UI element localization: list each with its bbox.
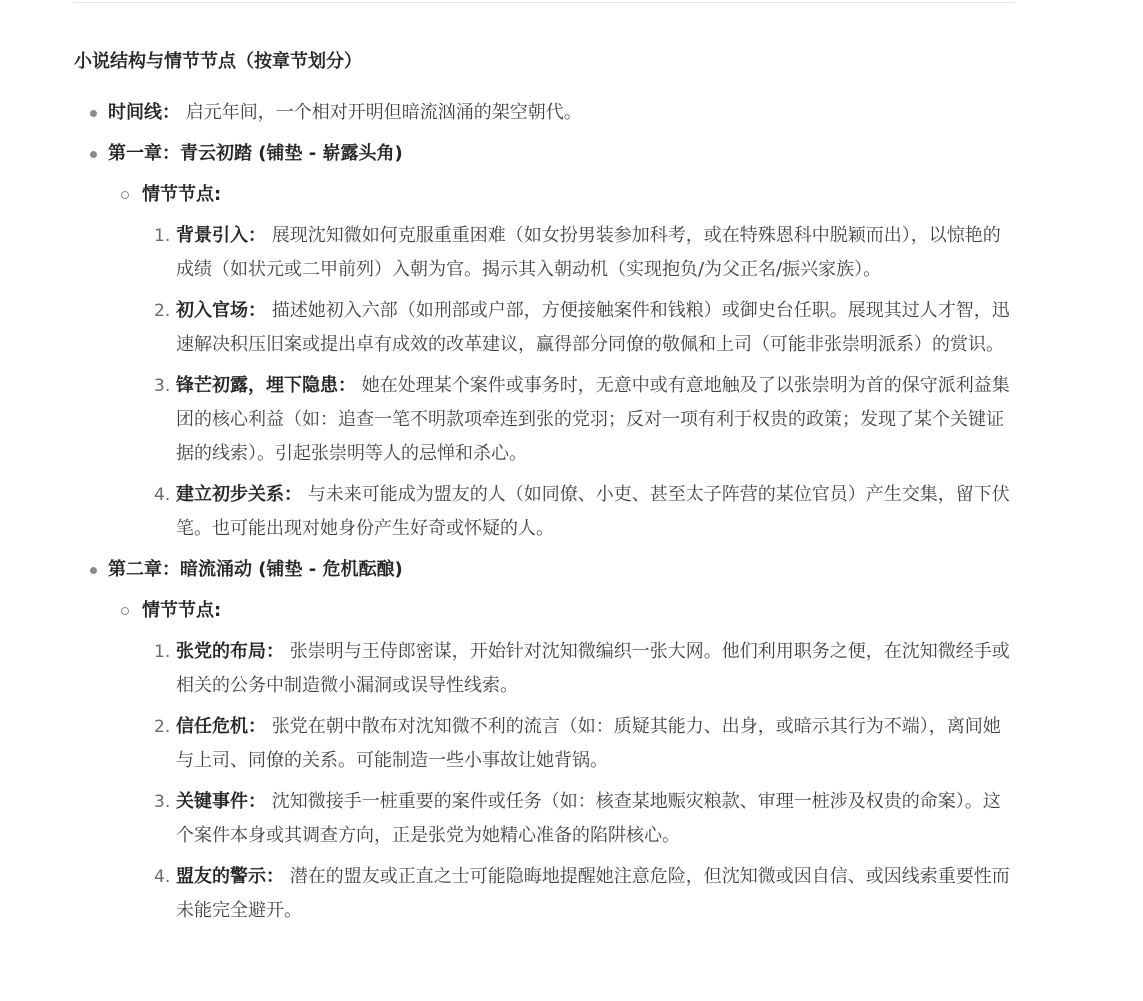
chapter-list [0,96,1143,928]
list-item-plot-nodes [108,594,1143,928]
plot-node-label: 背景引入： [176,225,266,246]
plot-node-item [142,635,1016,703]
item-number: 3. [154,376,171,396]
bullet-disc-icon [90,110,97,117]
plot-node-label: 锋芒初露，埋下隐患： [176,375,356,396]
plot-nodes-heading: 情节节点: [142,600,222,621]
item-number: 1. [154,226,171,246]
plot-node-label: 建立初步关系： [176,484,302,505]
chapter-title: 第一章：青云初踏 (铺垫 - 崭露头角) [108,143,403,164]
list-item-plot-nodes [108,178,1143,546]
plot-node-item [142,478,1016,546]
plot-node-text: 张党在朝中散布对沈知微不利的流言（如：质疑其能力、出身，或暗示其行为不端），离间她与上司、同僚的关系。可能制造一些小事故让她背锅。 [176,716,1001,771]
plot-node-text: 描述她初入六部（如刑部或户部，方便接触案件和钱粮）或御史台任职。展现其过人才智，迅速解决积压旧案或提出卓有成效的改革建议，赢得部分同僚的敬佩和上司（可能非张崇明派系）的赏识。 [176,300,1010,355]
plot-node-label: 初入官场： [176,300,266,321]
plot-node-text: 张崇明与王侍郎密谋，开始针对沈知微编织一张大网。他们利用职务之便，在沈知微经手或相关的公务中制造微小漏洞或误导性线索。 [176,641,1010,696]
plot-node-label: 盟友的警示： [176,866,284,887]
item-number: 2. [154,301,171,321]
plot-nodes-heading: 情节节点: [142,184,222,205]
plot-node-item [142,785,1016,853]
item-number: 2. [154,717,171,737]
chapter-title: 第二章：暗流涌动 (铺垫 - 危机酝酿) [108,559,403,580]
plot-node-label: 信任危机： [176,716,266,737]
plot-node-label: 关键事件： [176,791,266,812]
plot-node-item [142,294,1016,362]
list-item-timeline [0,96,1143,130]
top-divider [74,2,1014,3]
list-item-chapter-1 [0,137,1143,546]
bullet-circle-icon [121,191,129,199]
plot-node-text: 与未来可能成为盟友的人（如同僚、小吏、甚至太子阵营的某位官员）产生交集，留下伏笔。也可能出现对她身份产生好奇或怀疑的人。 [176,484,1010,539]
plot-node-text: 展现沈知微如何克服重重困难（如女扮男装参加科考，或在特殊恩科中脱颖而出），以惊艳的成绩（如状元或二甲前列）入朝为官。揭示其入朝动机（实现抱负/为父正名/振兴家族）。 [176,225,1001,280]
section-heading: 小说结构与情节节点（按章节划分） [74,51,362,72]
timeline-label: 时间线： [108,102,180,123]
outline-list [0,96,1143,935]
plot-node-item [142,710,1016,778]
plot-node-item [142,219,1016,287]
bullet-circle-icon [121,607,129,615]
plot-node-item [142,860,1016,928]
bullet-disc-icon [90,567,97,574]
timeline-text: 启元年间，一个相对开明但暗流汹涌的架空朝代。 [185,102,582,123]
plot-node-text: 潜在的盟友或正直之士可能隐晦地提醒她注意危险，但沈知微或因自信、或因线索重要性而未能完全避开。 [176,866,1010,921]
item-number: 4. [154,867,171,887]
plot-node-text: 她在处理某个案件或事务时，无意中或有意地触及了以张崇明为首的保守派利益集团的核心利益（如：追查一笔不明款项牵连到张的党羽；反对一项有利于权贵的政策；发现了某个关键证据的线索）。引起张崇明等人的忌惮和杀心。 [176,375,1010,464]
plot-node-text: 沈知微接手一桩重要的案件或任务（如：核查某地赈灾粮款、审理一桩涉及权贵的命案）。这个案件本身或其调查方向，正是张党为她精心准备的陷阱核心。 [176,791,1001,846]
item-number: 3. [154,792,171,812]
bullet-disc-icon [90,151,97,158]
plot-node-item [142,369,1016,471]
plot-node-label: 张党的布局： [176,641,284,662]
item-number: 4. [154,485,171,505]
list-item-chapter-2 [0,553,1143,928]
item-number: 1. [154,642,171,662]
